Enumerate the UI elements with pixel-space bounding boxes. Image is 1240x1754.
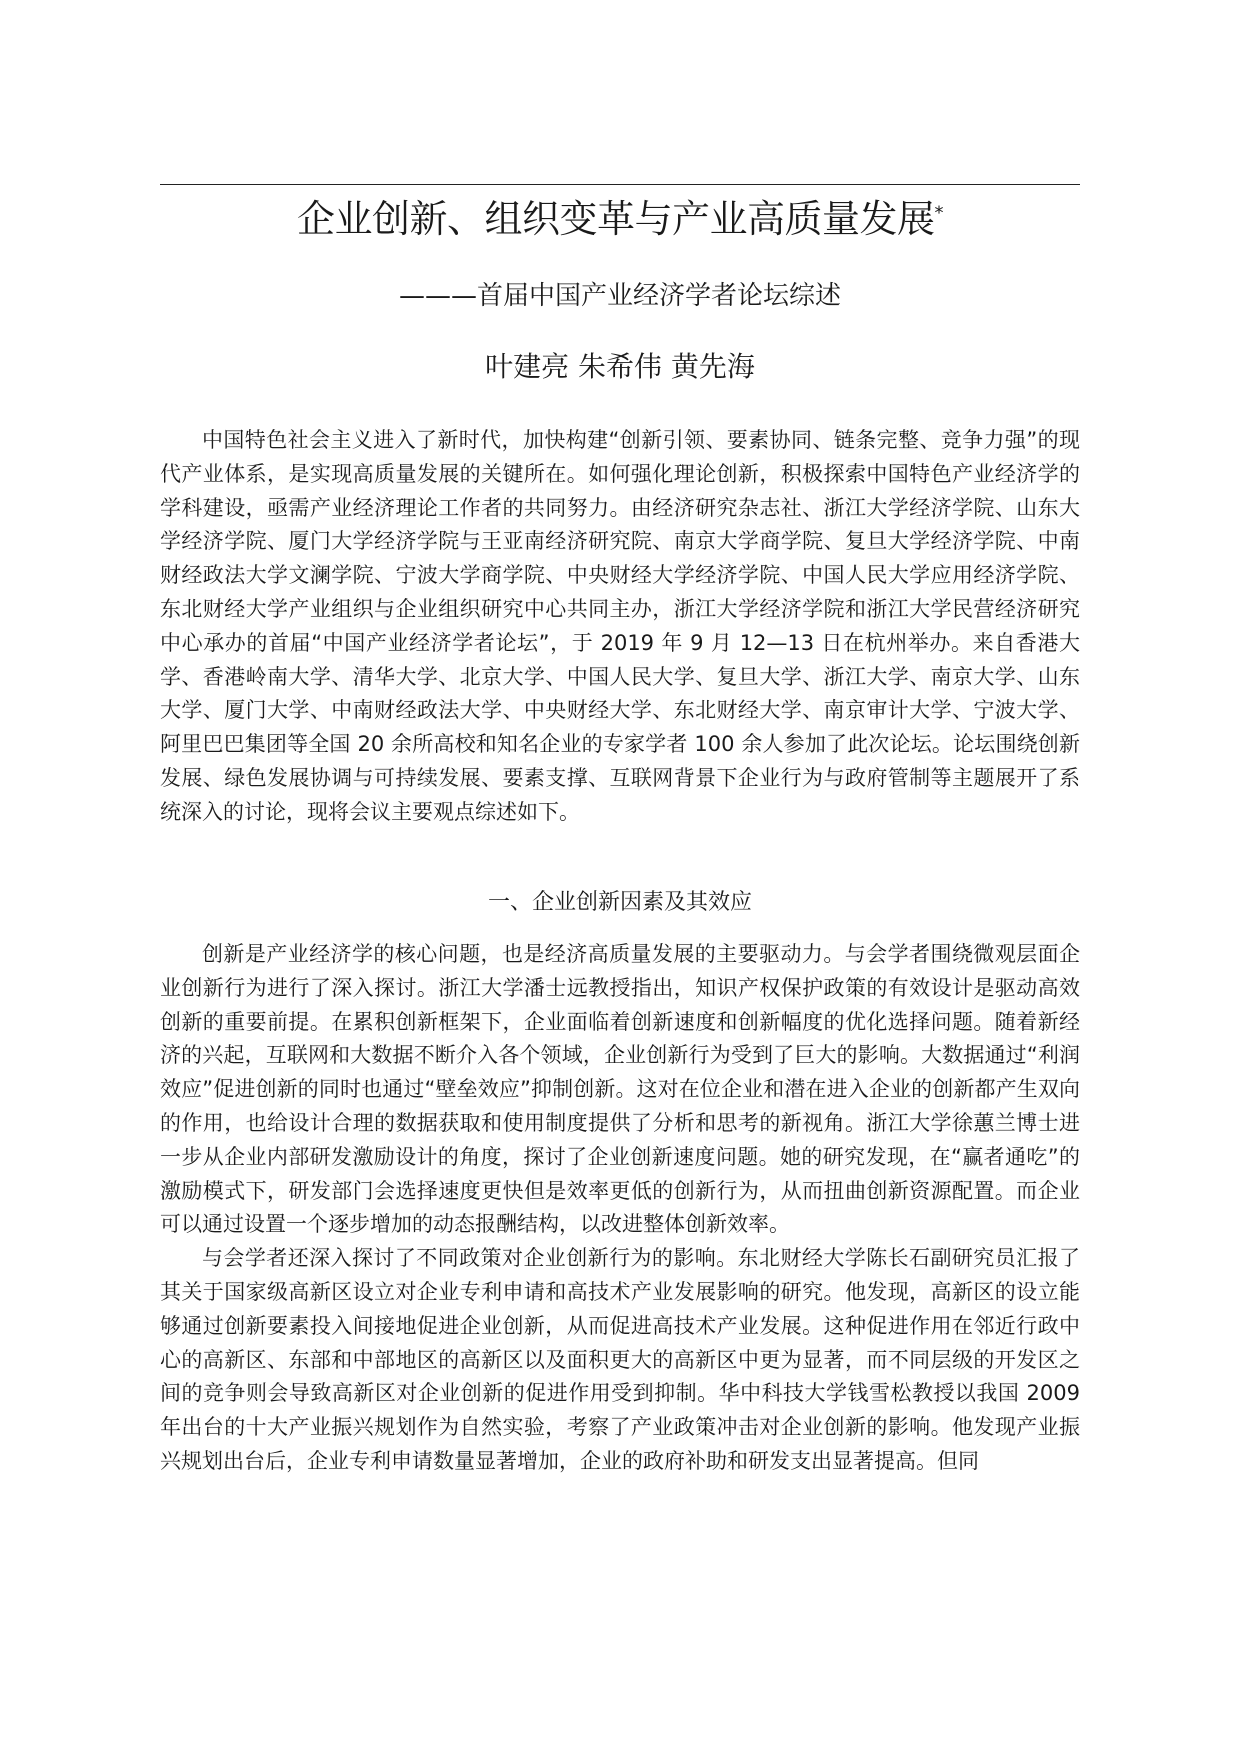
top-rule	[160, 184, 1080, 185]
intro-paragraph: 中国特色社会主义进入了新时代，加快构建“创新引领、要素协同、链条完整、竞争力强”的现代产业体系，是实现高质量发展的关键所在。如何强化理论创新，积极探索中国特色产业经济学的学科建设，亟需产业经济理论工作者的共同努力。由经济研究杂志社、浙江大学经济学院、山东大学经济学院、厦门大学经济学院与王亚南经济研究院、南京大学商学院、复旦大学经济学院、中南财经政法大学文澜学院、宁波大学商学院、中央财经大学经济学院、中国人民大学应用经济学院、东北财经大学产业组织与企业组织研究中心共同主办，浙江大学经济学院和浙江大学民营经济研究中心承办的首届“中国产业经济学者论坛”，于 2019 年 9 月 12—13 日在杭州举办。来自香港大学、香港岭南大学、清华大学、北京大学、中国人民大学、复旦大学、浙江大学、南京大学、山东大学、厦门大学、中南财经政法大学、中央财经大学、东北财经大学、南京审计大学、宁波大学、阿里巴巴集团等全国 20 余所高校和知名企业的专家学者 100 余人参加了此次论坛。论坛围绕创新发展、绿色发展协调与可持续发展、要素支撑、互联网背景下企业行为与政府管制等主题展开了系统深入的讨论，现将会议主要观点综述如下。	[160, 428, 1080, 824]
title-footnote-mark: *	[934, 202, 943, 224]
article-title	[160, 192, 1080, 246]
section-body	[160, 938, 1080, 1479]
article-subtitle: ———首届中国产业经济学者论坛综述	[398, 281, 841, 311]
article-title-text: 企业创新、组织变革与产业高质量发展	[296, 197, 935, 241]
section-heading: 一、企业创新因素及其效应	[487, 890, 752, 915]
intro-section	[160, 424, 1080, 830]
body-paragraph: 创新是产业经济学的核心问题，也是经济高质量发展的主要驱动力。与会学者围绕微观层面企业创新行为进行了深入探讨。浙江大学潘士远教授指出，知识产权保护政策的有效设计是驱动高效创新的重要前提。在累积创新框架下，企业面临着创新速度和创新幅度的优化选择问题。随着新经济的兴起，互联网和大数据不断介入各个领域，企业创新行为受到了巨大的影响。大数据通过“利润效应”促进创新的同时也通过“壁垒效应”抑制创新。这对在位企业和潜在进入企业的创新都产生双向的作用，也给设计合理的数据获取和使用制度提供了分析和思考的新视角。浙江大学徐蕙兰博士进一步从企业内部研发激励设计的角度，探讨了企业创新速度问题。她的研究发现，在“赢者通吃”的激励模式下，研发部门会选择速度更快但是效率更低的创新行为，从而扭曲创新资源配置。而企业可以通过设置一个逐步增加的动态报酬结构，以改进整体创新效率。	[160, 942, 1080, 1237]
article-authors: 叶建亮 朱希伟 黄先海	[485, 350, 755, 383]
body-paragraph: 与会学者还深入探讨了不同政策对企业创新行为的影响。东北财经大学陈长石副研究员汇报了其关于国家级高新区设立对企业专利申请和高技术产业发展影响的研究。他发现，高新区的设立能够通过创新要素投入间接地促进企业创新，从而促进高技术产业发展。这种促进作用在邻近行政中心的高新区、东部和中部地区的高新区以及面积更大的高新区中更为显著，而不同层级的开发区之间的竞争则会导致高新区对企业创新的促进作用受到抑制。华中科技大学钱雪松教授以我国 2009 年出台的十大产业振兴规划作为自然实验，考察了产业政策冲击对企业创新的影响。他发现产业振兴规划出台后，企业专利申请数量显著增加，企业的政府补助和研发支出显著提高。但同	[160, 1246, 1080, 1473]
